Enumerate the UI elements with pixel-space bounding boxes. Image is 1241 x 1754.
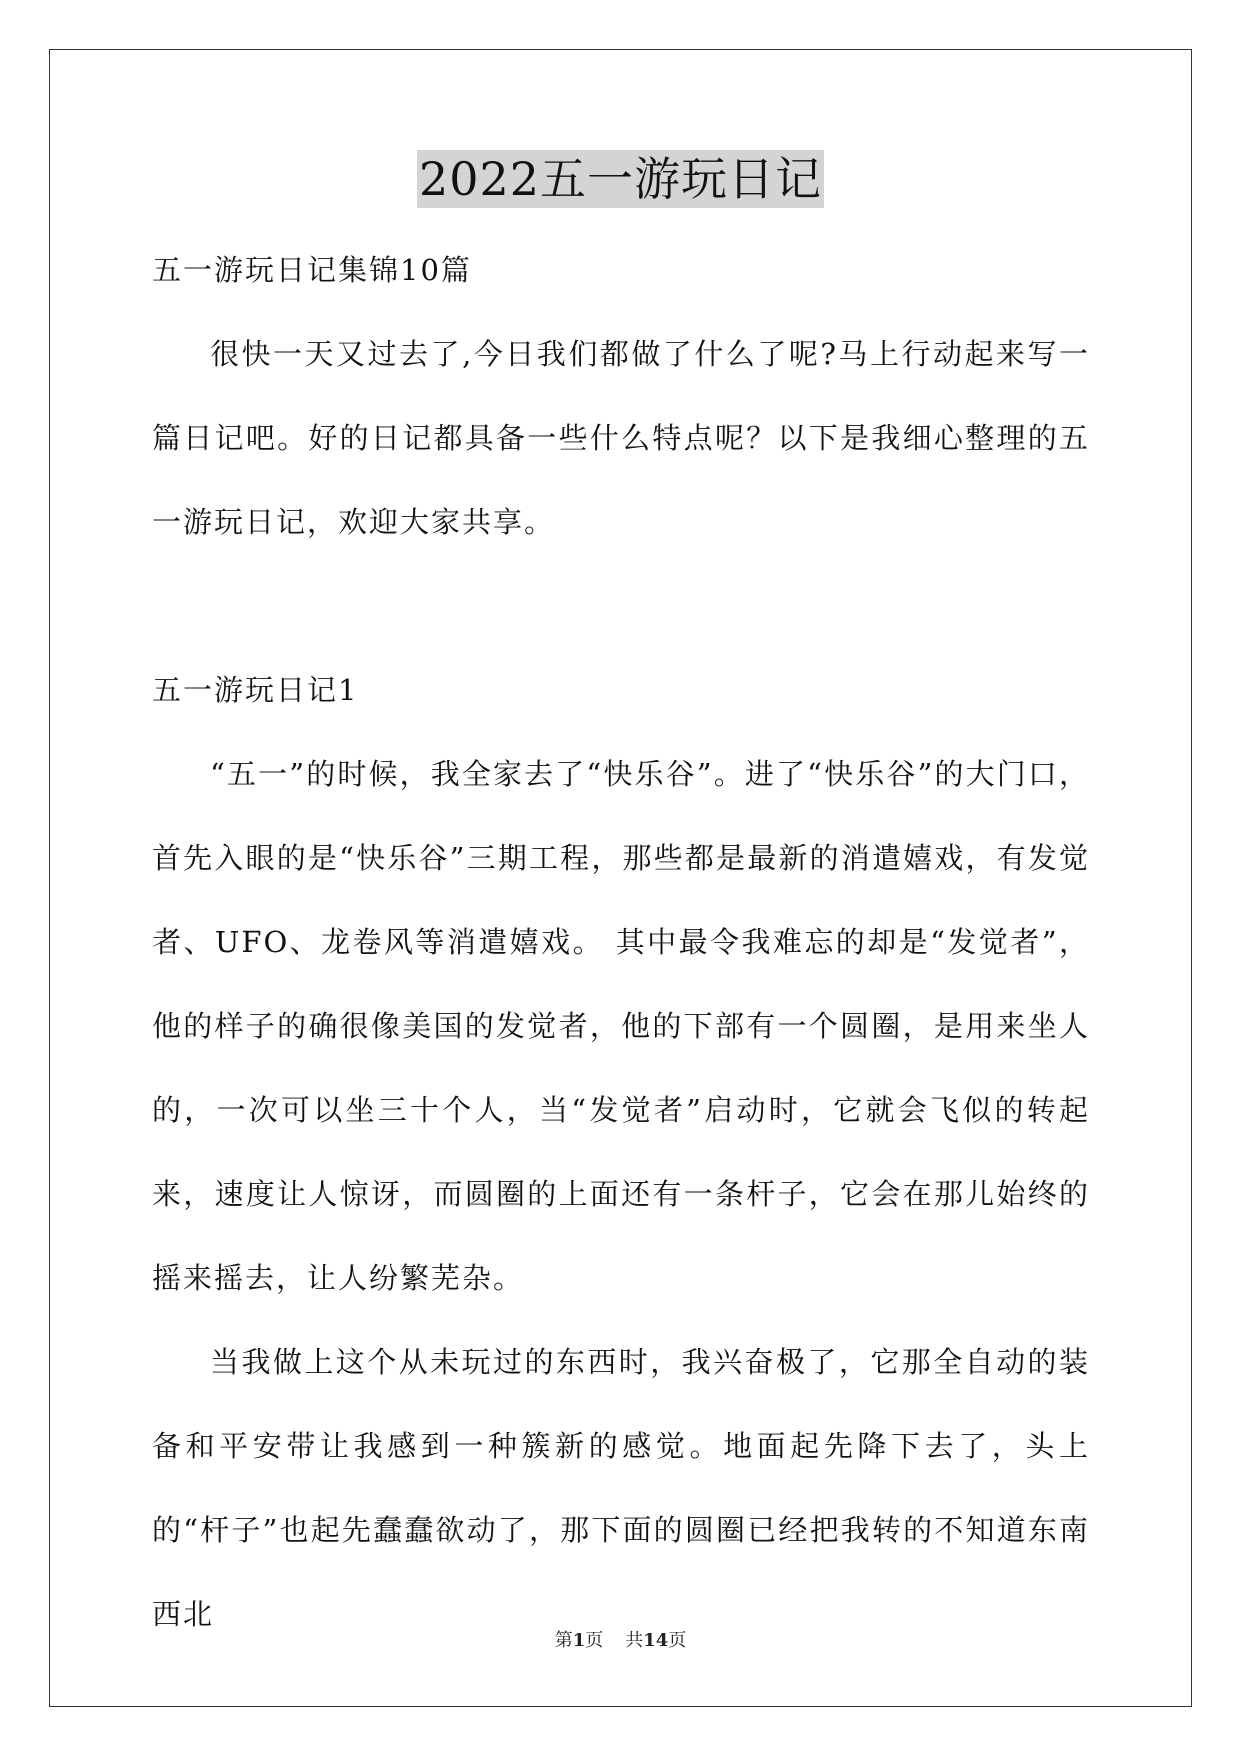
page-number: 1 <box>572 1630 586 1651</box>
body-paragraph: 当我做上这个从未玩过的东西时，我兴奋极了，它那全自动的装备和平安带让我感到一种簇新的感觉。地面起先降下去了，头上的“杆子”也起先蠢蠢欲动了，那下面的圆圈已经把我转的不知道东南西北 <box>152 1345 1090 1631</box>
total-pages-prefix: 共 <box>625 1630 644 1651</box>
title-container <box>0 150 1241 208</box>
blank-line <box>152 564 1090 648</box>
page-number-prefix: 第 <box>554 1630 573 1651</box>
section-heading: 五一游玩日记1 <box>152 673 359 707</box>
total-pages-suffix: 页 <box>668 1630 687 1651</box>
document-title: 2022五一游玩日记 <box>418 152 823 206</box>
intro-paragraph: 很快一天又过去了,今日我们都做了什么了呢?马上行动起来写一篇日记吧。好的日记都具备一些什么特点呢？以下是我细心整理的五一游玩日记，欢迎大家共享。 <box>152 337 1090 539</box>
total-pages: 14 <box>643 1630 669 1651</box>
body-paragraph: “五一”的时候，我全家去了“快乐谷”。进了“快乐谷”的大门口，首先入眼的是“快乐谷”三期工程，那些都是最新的消遣嬉戏，有发觉者、UFO、龙卷风等消遣嬉戏。 其中最令我难忘的却是“发觉者”，他的样子的确很像美国的发觉者，他的下部有一个圆圈，是用来坐人的，一次可以坐三十个人，当“发觉者”启动时，它就会飞似的转起来，速度让人惊讶，而圆圈的上面还有一条杆子，它会在那儿始终的摇来摇去，让人纷繁芜杂。 <box>152 757 1090 1295</box>
page-number-suffix: 页 <box>585 1630 604 1651</box>
document-body <box>152 228 1090 1656</box>
page-footer <box>0 1626 1241 1652</box>
collection-heading: 五一游玩日记集锦10篇 <box>152 253 472 287</box>
